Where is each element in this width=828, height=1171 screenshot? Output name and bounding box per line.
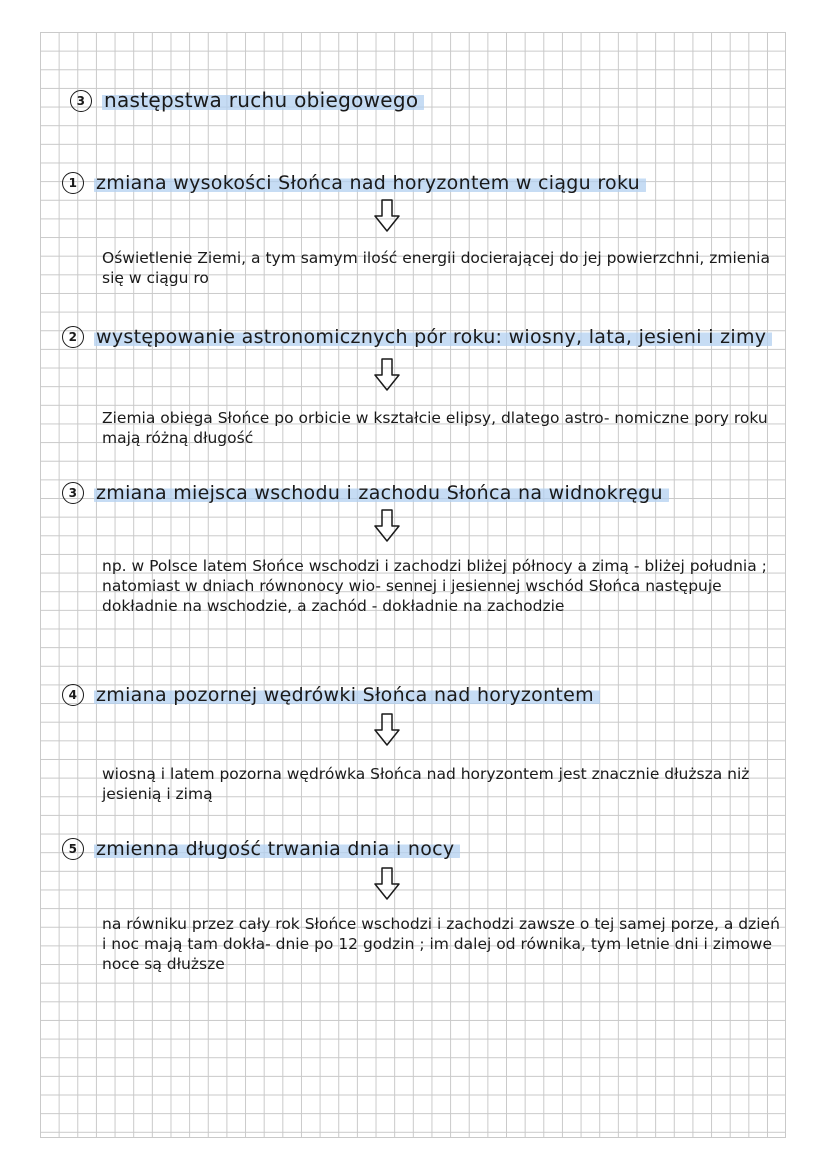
section-5-heading [62, 838, 460, 860]
section-4-heading-text: zmiana pozornej wędrówki Słońca nad horyzontem [94, 684, 600, 706]
down-arrow-icon [372, 508, 402, 544]
down-arrow-icon [372, 357, 402, 393]
section-2-heading [62, 326, 772, 348]
title-number-badge: 3 [70, 90, 92, 112]
section-3-text: np. w Polsce latem Słońce wschodzi i zachodzi bliżej północy a zimą - bliżej południa ; natomiast w dniach równonocy wio- sennej i jesiennej wschód Słońca następuje dokładnie na wschodzie, a zachód - dokładnie na zachodzie [102, 557, 767, 615]
section-1-text: Oświetlenie Ziemi, a tym samym ilość energii docierającej do jej powierzchni, zmienia się w ciągu ro [102, 249, 770, 287]
section-1-number: 1 [62, 172, 84, 194]
section-1-heading [62, 172, 646, 194]
section-5-heading-text: zmienna długość trwania dnia i nocy [94, 838, 460, 860]
section-4-text: wiosną i latem pozorna wędrówka Słońca nad horyzontem jest znacznie dłuższa niż jesienią i zimą [102, 765, 750, 803]
section-2-text: Ziemia obiega Słońce po orbicie w kształcie elipsy, dlatego astro- nomiczne pory roku mają różną długość [102, 409, 768, 447]
section-2-number: 2 [62, 326, 84, 348]
section-3-number: 3 [62, 482, 84, 504]
section-4-heading [62, 684, 600, 706]
section-5-number: 5 [62, 838, 84, 860]
down-arrow-icon [372, 198, 402, 234]
section-5-text: na równiku przez cały rok Słońce wschodzi i zachodzi zawsze o tej samej porze, a dzień i noc mają tam dokła- dnie po 12 godzin ; im dalej od równika, tym letnie dni i zimowe noce są dłuższe [102, 915, 780, 973]
section-4-number: 4 [62, 684, 84, 706]
down-arrow-icon [372, 712, 402, 748]
down-arrow-icon [372, 866, 402, 902]
title-text: następstwa ruchu obiegowego [102, 88, 424, 112]
section-3-heading-text: zmiana miejsca wschodu i zachodu Słońca na widnokręgu [94, 482, 669, 504]
section-2-heading-text: występowanie astronomicznych pór roku: wiosny, lata, jesieni i zimy [94, 326, 772, 348]
section-1-heading-text: zmiana wysokości Słońca nad horyzontem w ciągu roku [94, 172, 646, 194]
section-3-heading [62, 482, 669, 504]
page-title [70, 88, 424, 112]
